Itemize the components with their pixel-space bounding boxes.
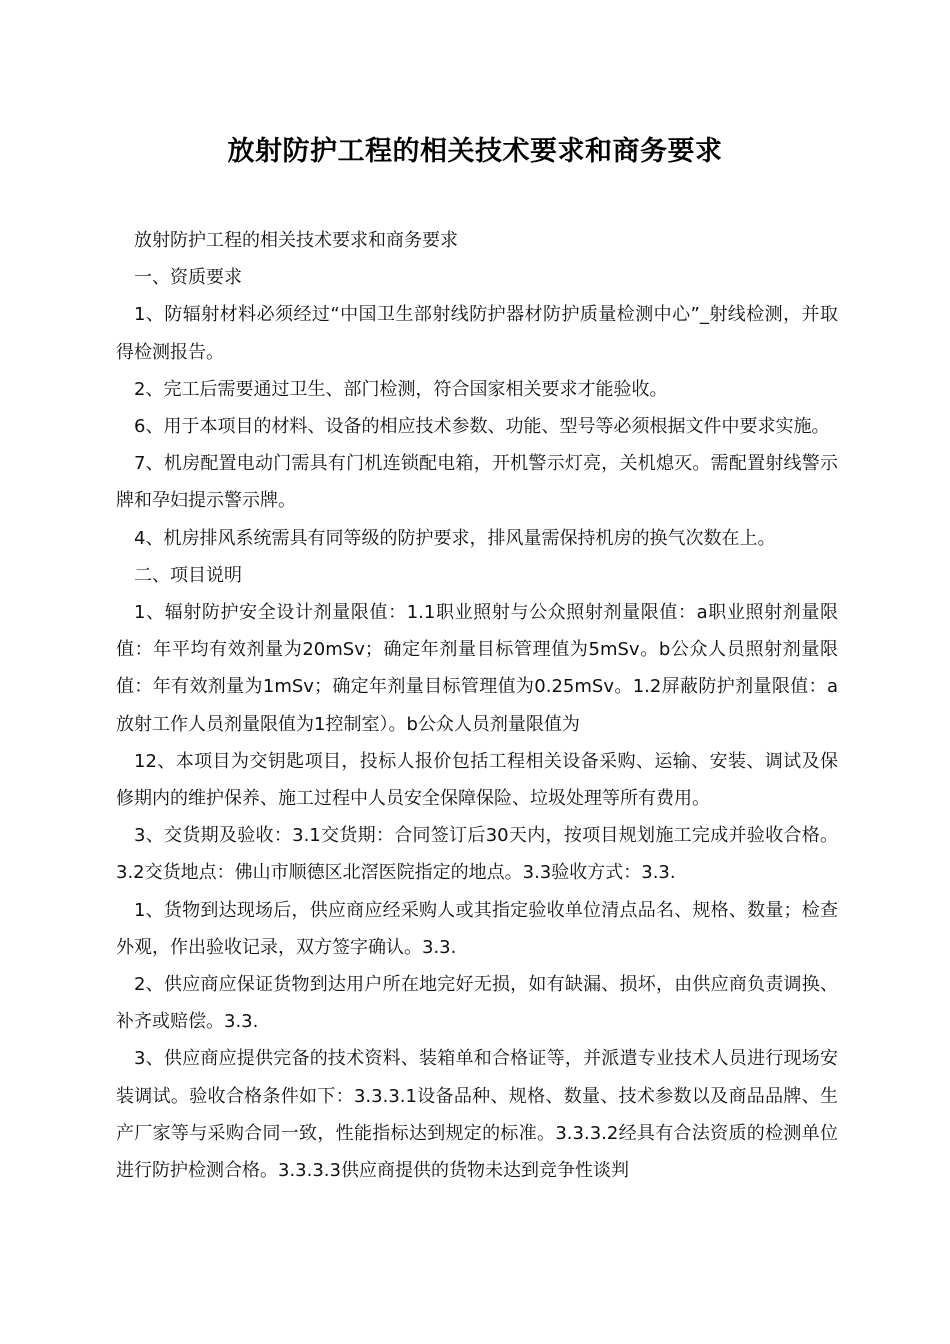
paragraph: 7、机房配置电动门需具有门机连锁配电箱，开机警示灯亮，关机熄灭。需配置射线警示牌和孕妇提示警示牌。 — [116, 453, 838, 512]
section-heading-qualification: 一、资质要求 — [134, 267, 242, 289]
paragraph: 12、本项目为交钥匙项目，投标人报价包括工程相关设备采购、运输、安装、调试及保修期内的维护保养、施工过程中人员安全保障保险、垃圾处理等所有费用。 — [116, 750, 838, 810]
paragraph: 1、货物到达现场后，供应商应经采购人或其指定验收单位清点品名、规格、数量；检查外观，作出验收记录，双方签字确认。3.3. — [116, 899, 838, 958]
document-body — [116, 222, 838, 1189]
paragraph: 4、机房排风系统需具有同等级的防护要求，排风量需保持机房的换气次数在上。 — [134, 527, 776, 549]
section-heading-project-description: 二、项目说明 — [134, 564, 242, 586]
paragraph: 6、用于本项目的材料、设备的相应技术参数、功能、型号等必须根据文件中要求实施。 — [134, 416, 830, 438]
paragraph: 1、辐射防护安全设计剂量限值：1.1职业照射与公众照射剂量限值：a职业照射剂量限值：年平均有效剂量为20mSv；确定年剂量目标管理值为5mSv。b公众人员照射剂量限值：年有效剂量为1mSv；确定年剂量目标管理值为0.25mSv。1.2屏蔽防护剂量限值：a放射工作人员剂量限值为1控制室）。b公众人员剂量限值为 — [116, 602, 838, 735]
paragraph: 3、交货期及验收：3.1交货期：合同签订后30天内，按项目规划施工完成并验收合格。3.2交货地点：佛山市顺德区北滘医院指定的地点。3.3验收方式：3.3. — [116, 825, 838, 884]
paragraph: 1、防辐射材料必须经过“中国卫生部射线防护器材防护质量检测中心”_射线检测，并取得检测报告。 — [116, 304, 838, 363]
paragraph: 3、供应商应提供完备的技术资料、装箱单和合格证等，并派遣专业技术人员进行现场安装调试。验收合格条件如下：3.3.3.1设备品种、规格、数量、技术参数以及商品品牌、生产厂家等与采购合同一致，性能指标达到规定的标准。3.3.3.2经具有合法资质的检测单位进行防护检测合格。3.3.3.3供应商提供的货物未达到竞争性谈判 — [116, 1048, 838, 1182]
paragraph: 2、供应商应保证货物到达用户所在地完好无损，如有缺漏、损坏，由供应商负责调换、补齐或赔偿。3.3. — [116, 974, 838, 1033]
document-title: 放射防护工程的相关技术要求和商务要求 — [227, 136, 723, 167]
paragraph-subtitle: 放射防护工程的相关技术要求和商务要求 — [134, 230, 458, 251]
paragraph: 2、完工后需要通过卫生、部门检测，符合国家相关要求才能验收。 — [134, 378, 668, 400]
